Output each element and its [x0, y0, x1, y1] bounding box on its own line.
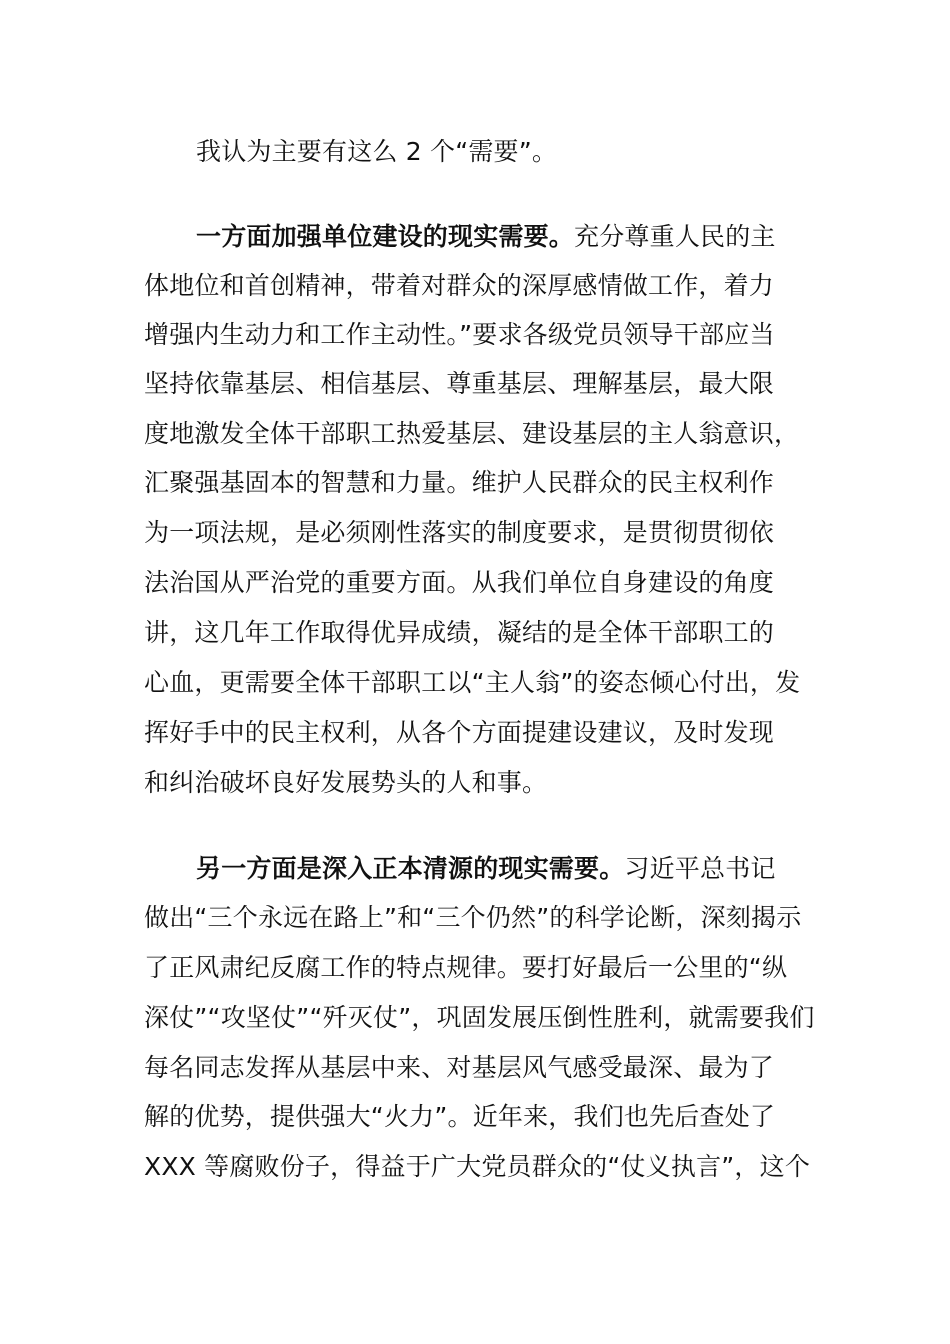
paragraph-1-line: 增强内生动力和工作主动性。”要求各级党员领导干部应当: [144, 320, 775, 349]
paragraph-2-line: 做出“三个永远在路上”和“三个仍然”的科学论断，深刻揭示: [144, 903, 802, 932]
paragraph-1-first-line: [196, 221, 824, 253]
paragraph-1-line: 法治国从严治党的重要方面。从我们单位自身建设的角度: [144, 568, 775, 597]
paragraph-2-line: 解的优势，提供强大“火力”。近年来，我们也先后查处了: [144, 1102, 776, 1131]
intro-line: 我认为主要有这么 2 个“需要”。: [196, 137, 558, 166]
paragraph-1-line: 汇聚强基固本的智慧和力量。维护人民群众的民主权利作: [144, 468, 775, 497]
paragraph-2-line: 习近平总书记: [624, 854, 776, 883]
paragraph-2-line: 了正风肃纪反腐工作的特点规律。要打好最后一公里的“纵: [144, 953, 788, 982]
paragraph-1-heading: 一方面加强单位建设的现实需要。: [196, 222, 575, 251]
paragraph-1-line: 充分尊重人民的主: [574, 222, 776, 251]
paragraph-1-line: 挥好手中的民主权利，从各个方面提建设建议，及时发现: [144, 718, 775, 747]
paragraph-1-line: 体地位和首创精神，带着对群众的深厚感情做工作，着力: [144, 271, 775, 300]
paragraph-1-line: 和纠治破坏良好发展势头的人和事。: [144, 768, 548, 797]
paragraph-1-line: 心血，更需要全体干部职工以“主人翁”的姿态倾心付出，发: [144, 668, 801, 697]
paragraph-2-line: 深仗”“攻坚仗”“歼灭仗”，巩固发展压倒性胜利，就需要我们: [144, 1003, 815, 1032]
paragraph-1-line: 讲，这几年工作取得优异成绩，凝结的是全体干部职工的: [144, 618, 775, 647]
paragraph-1-line: 坚持依靠基层、相信基层、尊重基层、理解基层，最大限: [144, 369, 775, 398]
paragraph-1-line: 度地激发全体干部职工热爱基层、建设基层的主人翁意识，: [144, 419, 800, 448]
paragraph-2-line: 每名同志发挥从基层中来、对基层风气感受最深、最为了: [144, 1053, 775, 1082]
paragraph-2-first-line: [196, 853, 824, 885]
paragraph-2-line: XXX 等腐败份子，得益于广大党员群众的“仗义执言”，这个: [144, 1152, 811, 1181]
paragraph-2-heading: 另一方面是深入正本清源的现实需要。: [196, 854, 625, 883]
paragraph-1-line: 为一项法规，是必须刚性落实的制度要求，是贯彻贯彻依: [144, 518, 775, 547]
